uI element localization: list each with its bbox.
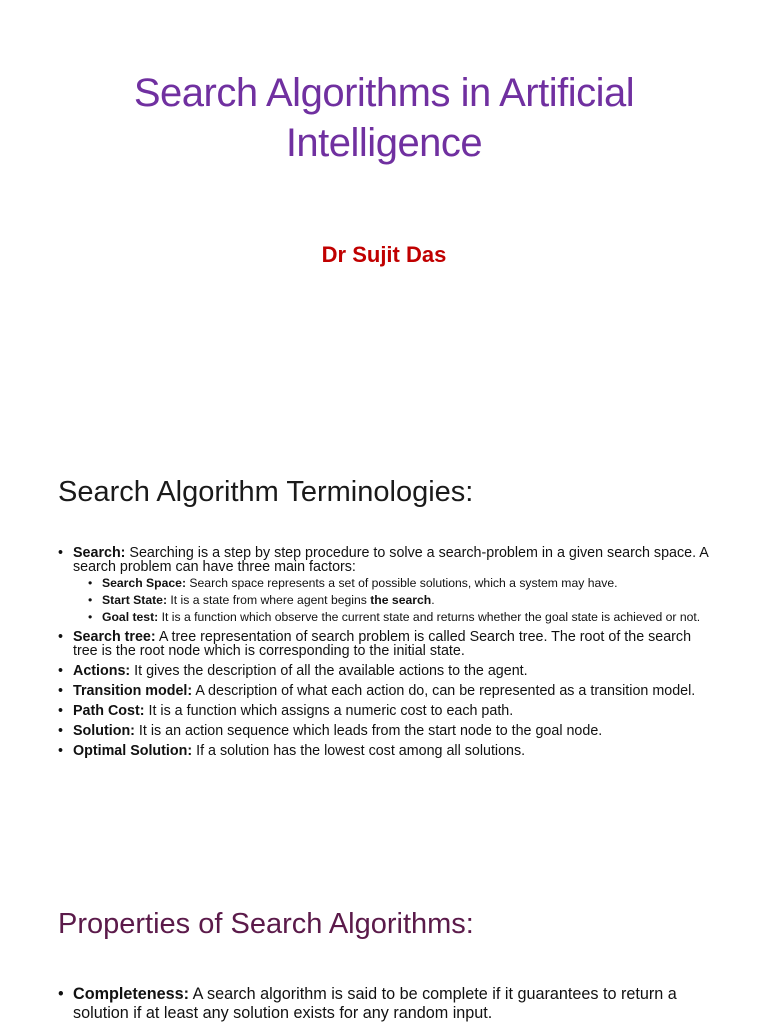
term-text: It is a function which assigns a numeric cost to each path. [144,703,514,719]
search-factors-list [73,577,718,624]
term-text: It is a state from where agent begins [167,593,371,607]
term-label: Goal test: [102,610,159,624]
term-text: Search space represents a set of possible solutions, which a system may have. [186,576,618,590]
terminologies-list [58,546,718,764]
term-label: Start State: [102,593,168,607]
term-label: Actions: [73,663,131,679]
term-label: Search: [73,545,126,561]
list-item-path-cost [58,704,718,718]
sub-item-search-space [73,577,718,590]
term-text: A search algorithm is said to be complete if it guarantees to return a solution if at least any solution exists for any random input. [73,985,677,1022]
list-item-transition-model [58,684,718,698]
term-label: Solution: [73,723,135,739]
term-label: Optimal Solution: [73,743,193,759]
term-label: Completeness: [73,985,190,1003]
list-item-search-tree [58,630,718,658]
properties-heading: Properties of Search Algorithms: [58,908,474,940]
term-text: A tree representation of search problem is called Search tree. The root of the search tree is the root node which is corresponding to the initial state. [73,629,692,659]
properties-list [58,985,718,1023]
term-label: Search Space: [102,576,187,590]
terminologies-heading: Search Algorithm Terminologies: [58,476,474,508]
term-label: Path Cost: [73,703,145,719]
term-tail: . [431,593,435,607]
list-item-solution [58,724,718,738]
list-item-search [58,546,718,624]
term-emphasis: the search [370,593,432,607]
term-label: Search tree: [73,629,156,645]
list-item-optimal-solution [58,744,718,758]
list-item-completeness [58,985,718,1023]
sub-item-start-state [73,594,718,607]
list-item-actions [58,664,718,678]
term-text: A description of what each action do, can be represented as a transition model. [192,683,696,699]
sub-item-goal-test [73,611,718,624]
slide-title: Search Algorithms in Artificial Intelligence [133,71,635,165]
term-text: It is an action sequence which leads from the start node to the goal node. [134,723,603,739]
term-text: It is a function which observe the current state and returns whether the goal state is achieved or not. [158,610,701,624]
term-text: It gives the description of all the available actions to the agent. [130,663,528,679]
term-text: Searching is a step by step procedure to solve a search-problem in a given search space. A search problem can have three main factors: [73,545,708,575]
term-text: If a solution has the lowest cost among all solutions. [192,743,526,759]
slide-author: Dr Sujit Das [321,242,447,267]
term-label: Transition model: [73,683,193,699]
